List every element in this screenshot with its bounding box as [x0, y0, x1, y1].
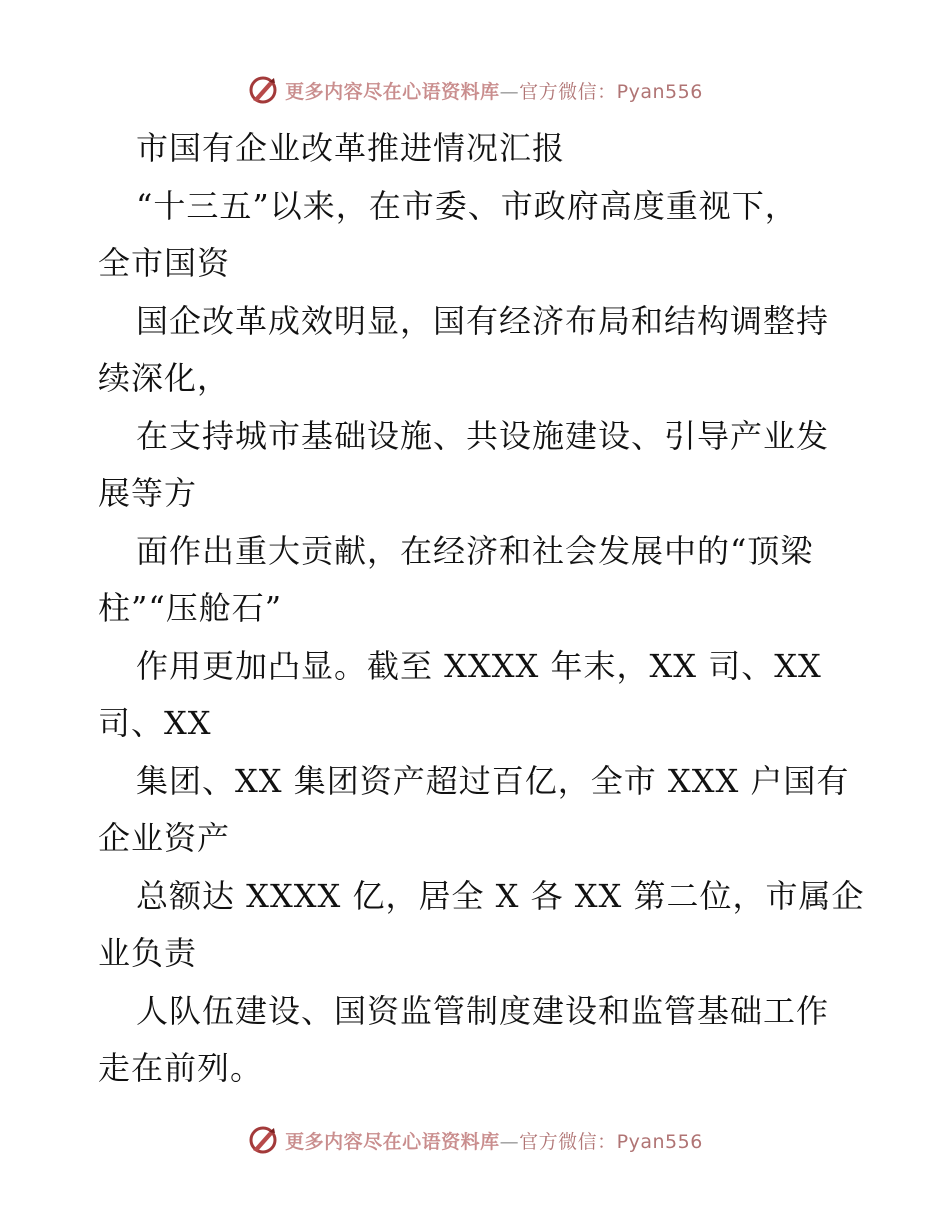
watermark-separator: —: [499, 80, 520, 103]
paragraph-line: 柱”“压舱石”: [98, 589, 283, 627]
pen-logo-icon: [247, 74, 279, 106]
watermark-main: 更多内容尽在心语资料库: [285, 1130, 500, 1153]
paragraph-line: 国企改革成效明显，国有经济布局和结构调整持: [136, 301, 830, 340]
paragraph-line: 展等方: [98, 474, 198, 512]
paragraph-line: 走在前列。: [98, 1049, 264, 1087]
paragraph-line: 人队伍建设、国资监管制度建设和监管基础工作: [136, 991, 830, 1030]
watermark-text: [285, 77, 703, 104]
header-watermark: [0, 70, 950, 110]
paragraph-line: 全市国资: [98, 244, 231, 282]
paragraph-line: 在支持城市基础设施、共设施建设、引导产业发: [136, 416, 830, 455]
watermark-separator: —: [499, 1130, 520, 1153]
paragraph-line: 续深化，: [98, 359, 231, 397]
watermark-text: [285, 1127, 703, 1154]
watermark-main: 更多内容尽在心语资料库: [285, 80, 500, 103]
document-body: [98, 120, 865, 1098]
pen-logo-icon: [247, 1124, 279, 1156]
paragraph-line: 企业资产: [98, 819, 231, 857]
paragraph-line: 作用更加凸显。截至 XXXX 年末，XX 司、XX: [136, 646, 822, 685]
paragraph-line: “十三五”以来，在市委、市政府高度重视下，: [136, 186, 798, 225]
paragraph-line: 总额达 XXXX 亿，居全 X 各 XX 第二位，市属企: [136, 876, 865, 915]
paragraph-line: 面作出重大贡献，在经济和社会发展中的“顶梁: [136, 531, 814, 570]
document-title: 市国有企业改革推进情况汇报: [136, 129, 566, 167]
footer-watermark: [0, 1120, 950, 1160]
watermark-contact: 官方微信：Pyan556: [519, 80, 703, 103]
watermark-contact: 官方微信：Pyan556: [519, 1130, 703, 1153]
paragraph-line: 业负责: [98, 934, 198, 972]
paragraph-line: 集团、XX 集团资产超过百亿，全市 XXX 户国有: [136, 761, 850, 800]
paragraph-line: 司、XX: [98, 704, 212, 742]
